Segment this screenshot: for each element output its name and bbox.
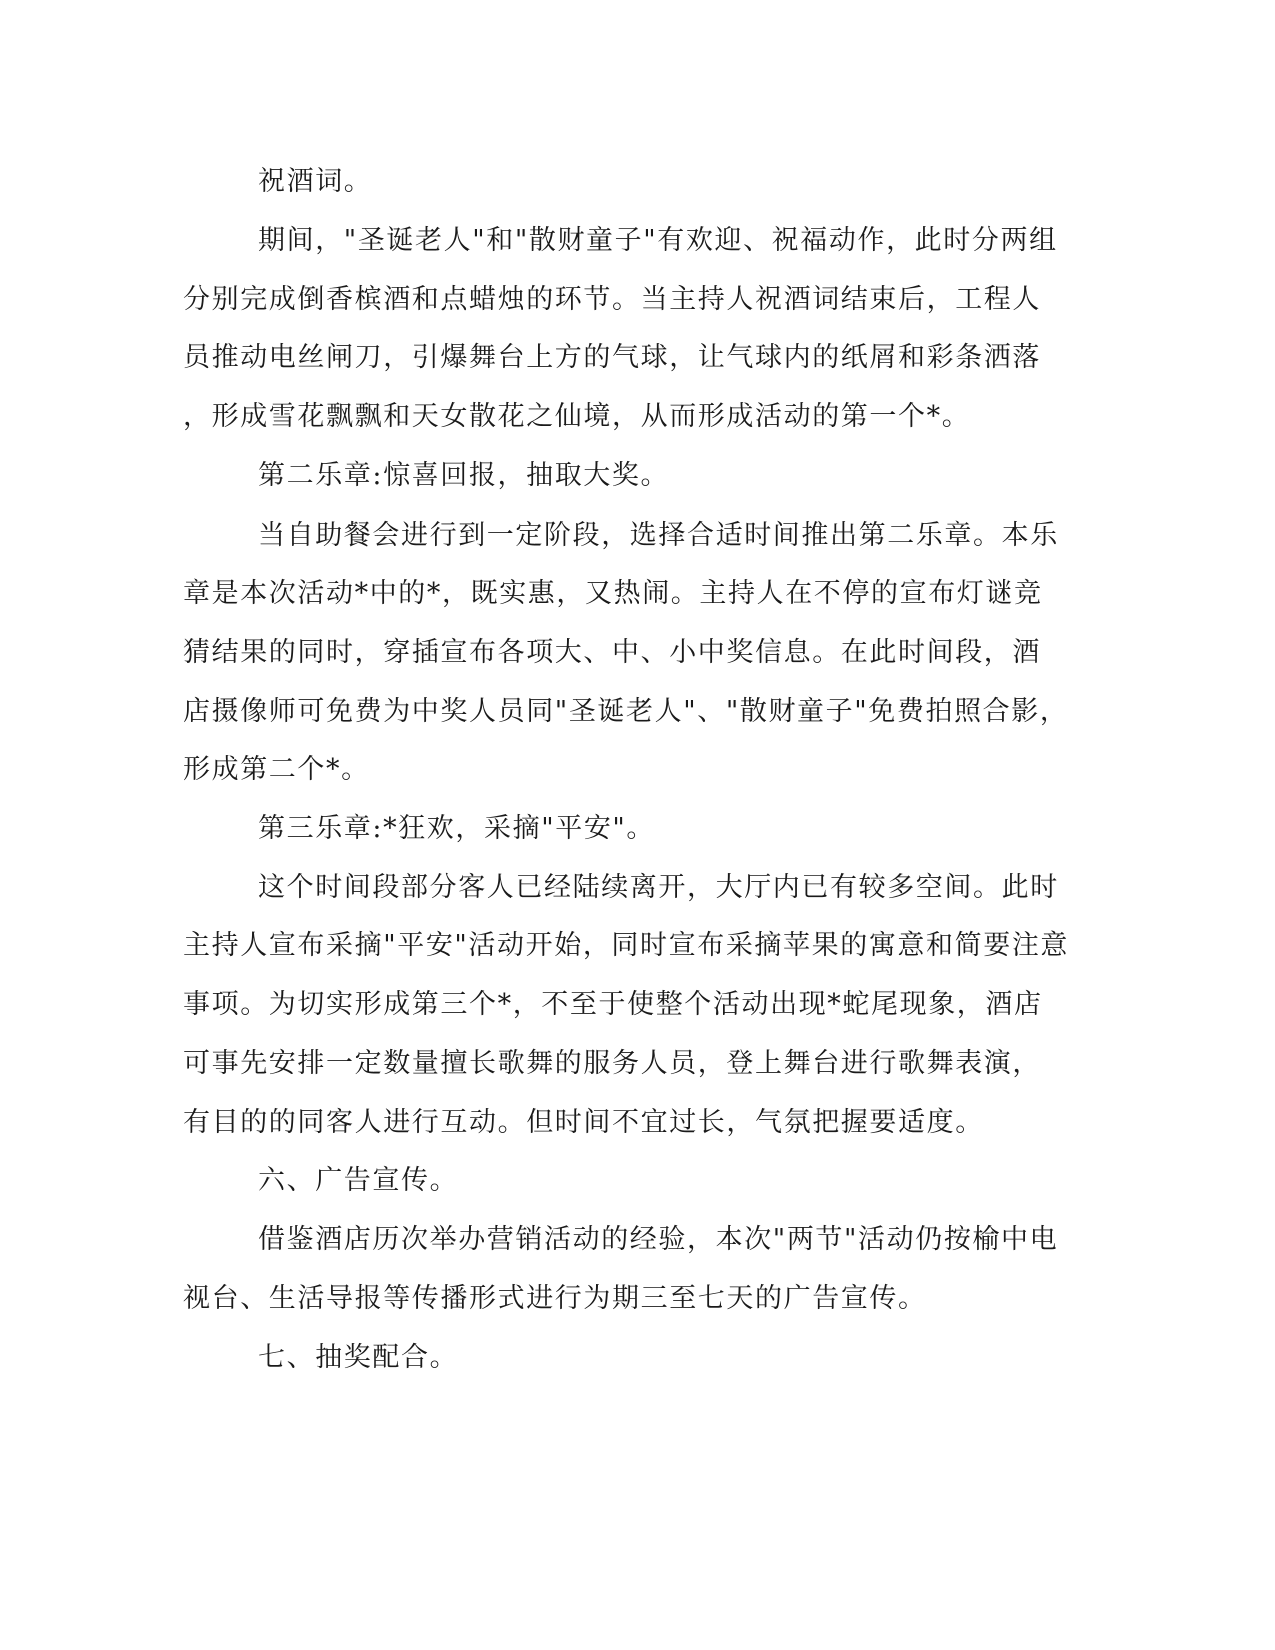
text-line: 当自助餐会进行到一定阶段，选择合适时间推出第二乐章。本乐	[258, 520, 1059, 551]
text-line: 第三乐章:*狂欢，采摘"平安"。	[258, 813, 656, 844]
text-line: 店摄像师可免费为中奖人员同"圣诞老人"、"散财童子"免费拍照合影，	[183, 696, 1069, 727]
text-line: 章是本次活动*中的*，既实惠，又热闹。主持人在不停的宣布灯谜竞	[183, 578, 1043, 609]
text-line: 七、抽奖配合。	[258, 1342, 459, 1373]
text-line: 事项。为切实形成第三个*，不至于使整个活动出现*蛇尾现象，酒店	[183, 989, 1043, 1020]
text-line: ，形成雪花飘飘和天女散花之仙境，从而形成活动的第一个*。	[183, 401, 971, 432]
text-line: 第二乐章:惊喜回报，抽取大奖。	[258, 460, 670, 491]
text-line: 祝酒词。	[258, 166, 373, 197]
text-line: 有目的的同客人进行互动。但时间不宜过长，气氛把握要适度。	[183, 1107, 984, 1138]
text-line: 期间，"圣诞老人"和"散财童子"有欢迎、祝福动作，此时分两组	[258, 225, 1058, 256]
text-line: 员推动电丝闸刀，引爆舞台上方的气球，让气球内的纸屑和彩条洒落	[183, 342, 1041, 373]
text-line: 主持人宣布采摘"平安"活动开始，同时宣布采摘苹果的寓意和简要注意	[183, 930, 1070, 961]
text-line: 猜结果的同时，穿插宣布各项大、中、小中奖信息。在此时间段，酒	[183, 637, 1041, 668]
text-line: 形成第二个*。	[183, 754, 370, 785]
text-line: 这个时间段部分客人已经陆续离开，大厅内已有较多空间。此时	[258, 872, 1059, 903]
text-line: 可事先安排一定数量擅长歌舞的服务人员，登上舞台进行歌舞表演，	[183, 1048, 1041, 1079]
text-line: 六、广告宣传。	[258, 1165, 459, 1196]
text-line: 分别完成倒香槟酒和点蜡烛的环节。当主持人祝酒词结束后，工程人	[183, 284, 1041, 315]
text-line: 视台、生活导报等传播形式进行为期三至七天的广告宣传。	[183, 1283, 927, 1314]
text-line: 借鉴酒店历次举办营销活动的经验，本次"两节"活动仍按榆中电	[258, 1224, 1059, 1255]
